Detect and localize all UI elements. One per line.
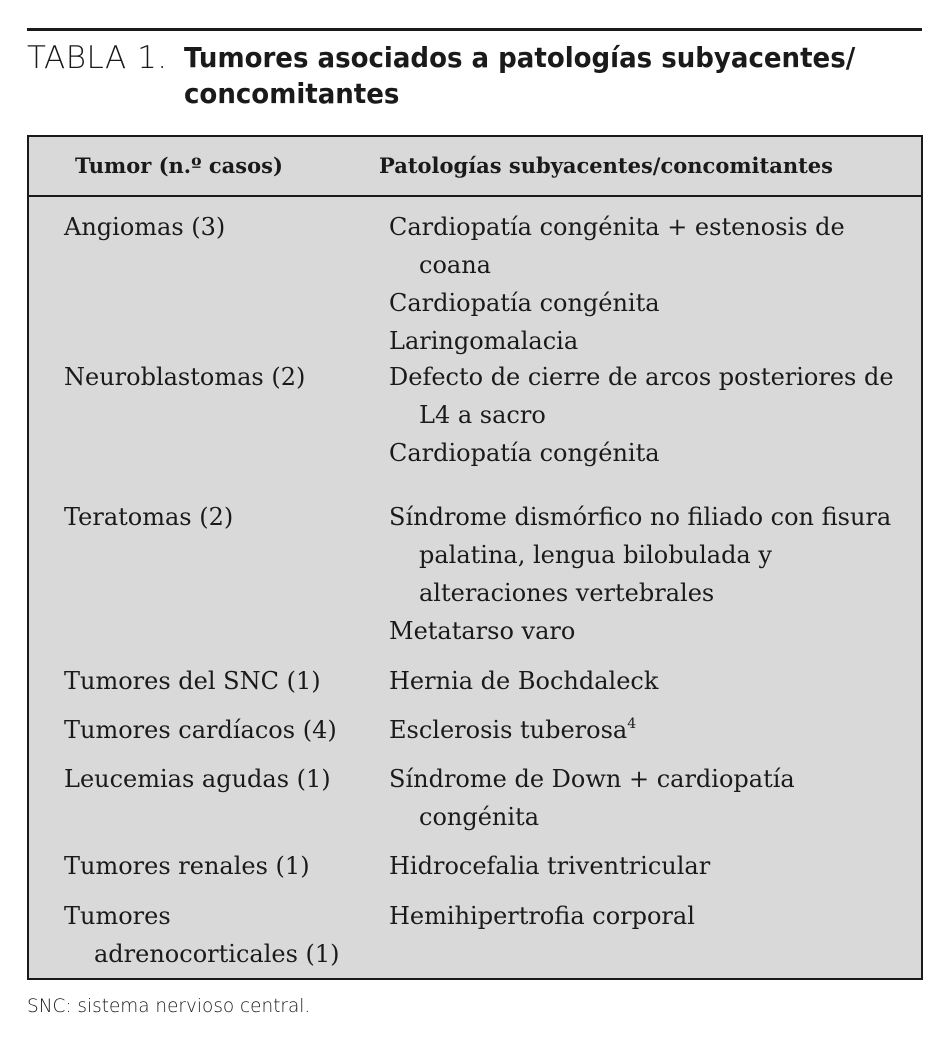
table-row xyxy=(29,760,921,847)
table-row xyxy=(29,711,921,760)
tumor-cell: Tumores renales (1) xyxy=(64,852,310,880)
pathology-entry: Síndrome dismórfico no filiado con fisura palatina, lengua bilobulada y alteraciones vertebrales xyxy=(389,503,892,607)
pathology-entry xyxy=(389,711,921,749)
table-title xyxy=(27,40,922,112)
tumor-cell: Tumores cardíacos (4) xyxy=(64,716,337,744)
tumor-cell: Neuroblastomas (2) xyxy=(64,363,306,391)
tumor-cell: Tumores adrenocorticales (1) xyxy=(64,902,340,968)
pathology-entry: Cardiopatía congénita xyxy=(389,289,660,317)
tumor-cell: Teratomas (2) xyxy=(64,503,234,531)
header-pathology: Patologías subyacentes/concomitantes xyxy=(379,153,833,178)
pathology-entry: Metatarso varo xyxy=(389,617,576,645)
pathology-entry: Síndrome de Down + cardiopatía congénita xyxy=(389,765,795,831)
pathology-entry: Defecto de cierre de arcos posteriores de L4 a sacro xyxy=(389,363,894,429)
pathology-entry: Hidrocefalia triventricular xyxy=(389,852,711,880)
pathology-entry: Hemihipertrofia corporal xyxy=(389,902,695,930)
table-footnote: SNC: sistema nervioso central. xyxy=(27,995,311,1017)
table-row xyxy=(29,358,921,498)
pathology-text: Esclerosis tuberosa xyxy=(389,716,628,744)
header-tumor: Tumor (n.º casos) xyxy=(75,153,283,178)
table-row xyxy=(29,897,921,977)
reference-superscript: 4 xyxy=(627,716,637,732)
table-header xyxy=(29,137,921,197)
tumor-table xyxy=(27,135,923,980)
table-row xyxy=(29,208,921,358)
pathology-entry: Hernia de Bochdaleck xyxy=(389,667,659,695)
table-body xyxy=(29,208,921,977)
table-number: TABLA 1. xyxy=(27,40,168,76)
tumor-cell: Leucemias agudas (1) xyxy=(64,765,331,793)
pathology-entry: Cardiopatía congénita + estenosis de coana xyxy=(389,213,845,279)
table-row xyxy=(29,847,921,897)
top-rule xyxy=(27,28,922,31)
table-row xyxy=(29,662,921,711)
pathology-entry: Laringomalacia xyxy=(389,327,579,355)
pathology-entry: Cardiopatía congénita xyxy=(389,439,660,467)
tumor-cell: Tumores del SNC (1) xyxy=(64,667,321,695)
table-row xyxy=(29,498,921,662)
table-caption: Tumores asociados a patologías subyacentes/ concomitantes xyxy=(184,41,856,110)
tumor-cell: Angiomas (3) xyxy=(64,213,226,241)
